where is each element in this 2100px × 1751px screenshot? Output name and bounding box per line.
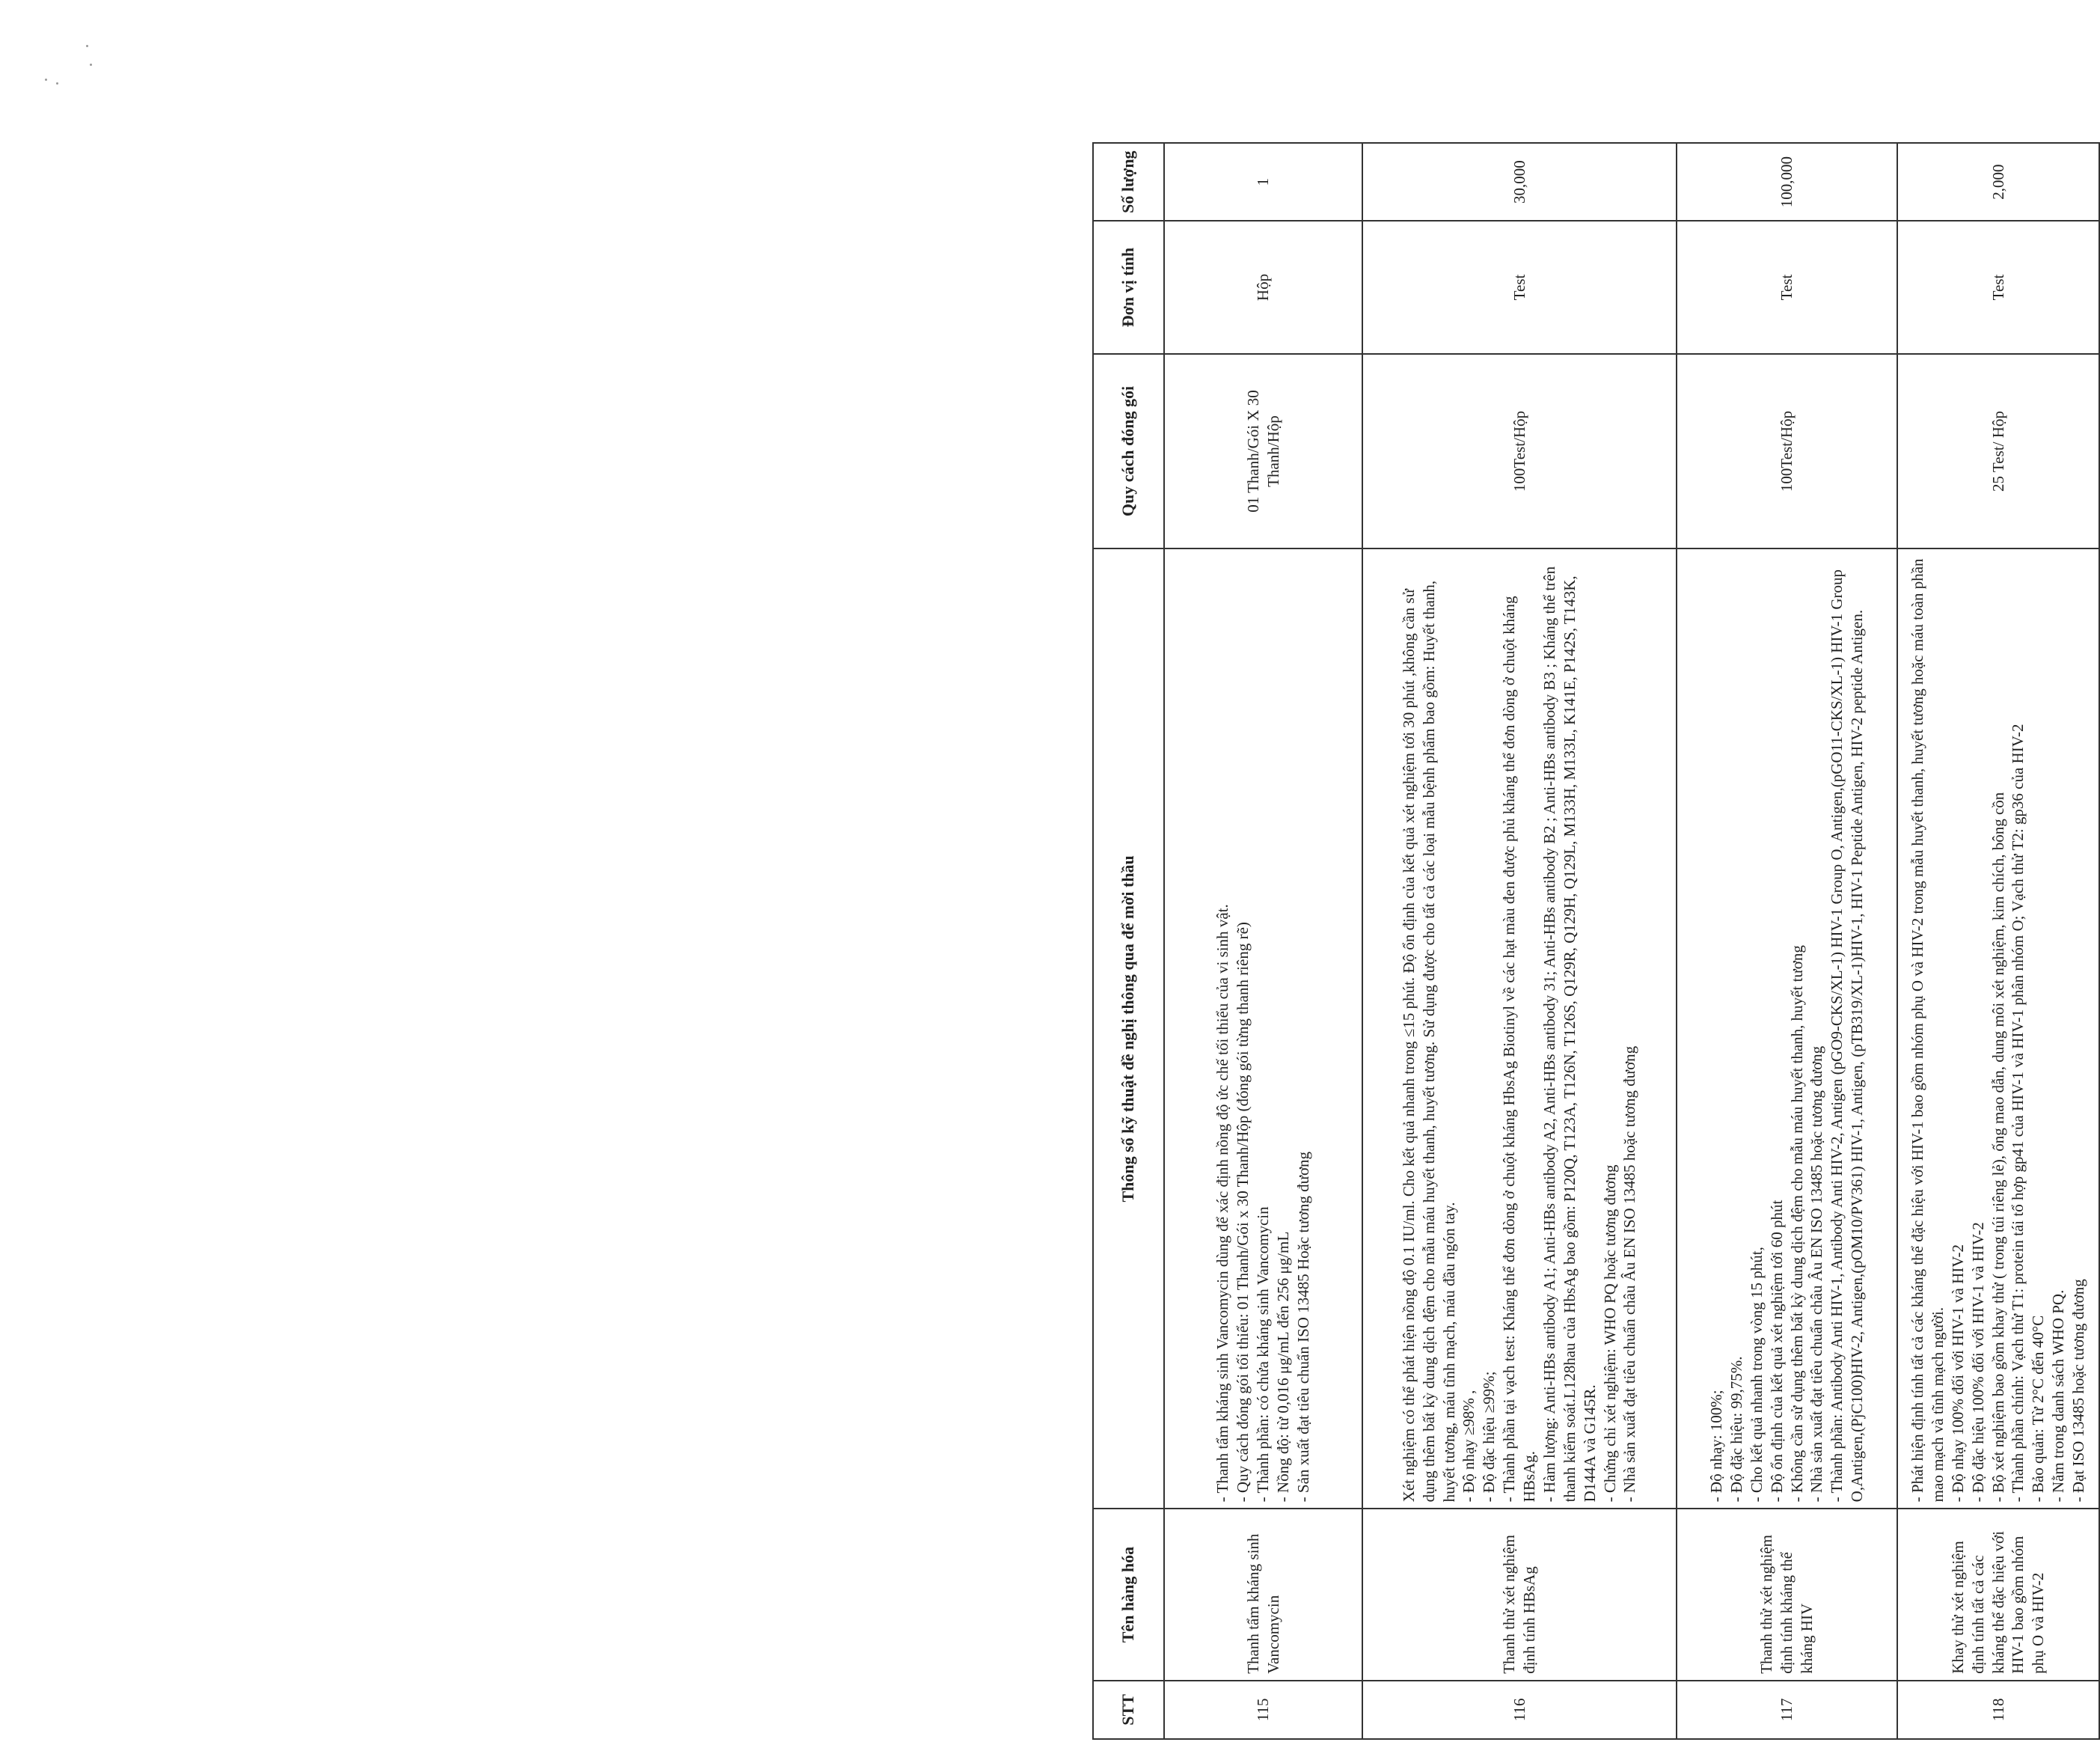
scan-specks: [45, 45, 105, 90]
table-row: [1164, 143, 1362, 1739]
tender-table: [1092, 142, 2100, 1740]
cell-stt: 117: [1677, 1681, 1897, 1739]
spec-line: - Nồng độ: từ 0,016 μg/mL đến 256 μg/mL: [1273, 1231, 1292, 1503]
rotated-page: [1092, 142, 2088, 1740]
cell-spec: [1677, 548, 1897, 1509]
header-unit: Đơn vị tính: [1093, 221, 1164, 353]
spec-line: - Nằm trong danh sách WHO PQ.: [2049, 1289, 2068, 1503]
spec-line: - Quy cách đóng gói tối thiểu: 01 Thanh/Gói x 30 Thanh/Hộp (đóng gói từng thanh riêng rẽ): [1234, 922, 1252, 1503]
spec-line: Xét nghiệm có thể phát hiện nồng độ 0.1 IU/ml. Cho kết quả nhanh trong ≤15 phút. Độ ổn định của kết quả xét nghiệm tới 30 phút ,không cần sử dụng thêm bất kỳ dung dịch đệm cho mẫu máu huyết thanh, huyết tương. Sử dụng được cho tất cả các loại mẫu bệnh phẩm bao gồm: Huyết thanh, huyết tương, máu tĩnh mạch, máu đầu ngón tay.: [1399, 580, 1458, 1503]
spec-line: - Thanh tẩm kháng sinh Vancomycin dùng để xác định nồng độ ức chế tối thiểu của vi sinh vật.: [1213, 904, 1232, 1503]
header-stt: STT: [1093, 1681, 1164, 1739]
spec-line: - Độ đặc hiệu 100% đối với HIV-1 và HIV-2: [1968, 1222, 1987, 1503]
cell-name: Khay thử xét nghiệm định tính tất cả các kháng thể đặc hiệu với HIV-1 bao gồm nhóm phụ O và HIV-2: [1897, 1509, 2099, 1680]
header-qty: Số lượng: [1093, 143, 1164, 221]
table-row: [1362, 143, 1677, 1739]
header-name: Tên hàng hóa: [1093, 1509, 1164, 1680]
spec-line: - Độ đặc hiệu ≥99%;: [1480, 1371, 1499, 1503]
table-row: [1897, 143, 2099, 1739]
spec-line: - Độ nhạy: 100%;: [1707, 1390, 1725, 1503]
cell-name: Thanh thử xét nghiệm định tính HBsAg: [1362, 1509, 1677, 1680]
spec-line: - Chứng chỉ xét nghiệm: WHO PQ hoặc tương đương: [1600, 1164, 1619, 1503]
spec-line: - Thành phần chính: Vạch thử T1: protein tái tổ hợp gp41 của HIV-1 và HIV-1 phân nhóm O; Vạch thử T2: gp36 của HIV-2: [2009, 724, 2027, 1503]
spec-line: - Không cần sử dụng thêm bất kỳ dung dịch đệm cho mẫu máu huyết thanh, huyết tương: [1787, 945, 1806, 1503]
cell-stt: 115: [1164, 1681, 1362, 1739]
cell-stt: 116: [1362, 1681, 1677, 1739]
cell-qty: 2,000: [1897, 143, 2099, 221]
cell-name: Thanh tẩm kháng sinh Vancomycin: [1164, 1509, 1362, 1680]
spec-line: - Độ ổn định của kết quả xét nghiệm tới 60 phút: [1767, 1200, 1786, 1503]
spec-line: - Độ đặc hiệu: 99,75%.: [1727, 1356, 1745, 1503]
cell-unit: Hộp: [1164, 221, 1362, 353]
spec-line: - Bảo quản: Từ 2°C đến 40°C: [2029, 1315, 2048, 1503]
spec-line: - Cho kết quả nhanh trong vòng 15 phút,: [1747, 1247, 1766, 1503]
cell-spec: [1897, 548, 2099, 1509]
spec-line: - Đạt ISO 13485 hoặc tương đương: [2069, 1279, 2088, 1503]
cell-spec: [1164, 548, 1362, 1509]
spec-line: - Thành phần: Antibody Anti HIV-1, Antibody Anti HIV-2, Antigen (pGO9-CKS/XL-1) HIV-1 Group O, Antigen,(pGO11-CKS/XL-1) HIV-1 Group O,Antigen,(PjC100)HIV-2, Antigen,(pOM10/PV361) HIV-1, Antigen, (pTB319/XL-1)HIV-1, HIV-1 Peptide Antigen, HIV-2 peptide Antigen.: [1828, 569, 1867, 1503]
cell-unit: Test: [1677, 221, 1897, 353]
spec-line: - Phát hiện định tính tất cả các kháng thể đặc hiệu với HIV-1 bao gồm nhóm phụ O và HIV-2 trong mẫu huyết thanh, huyết tương hoặc máu toàn phần mao mạch và tĩnh mạch người.: [1908, 558, 1947, 1503]
cell-name: Thanh thử xét nghiệm định tính kháng thể kháng HIV: [1677, 1509, 1897, 1680]
spec-line: - Bộ xét nghiệm bao gồm khay thử ( trong túi riêng lẻ), ống mao dẫn, dung môi xét nghiệm, kim chích, bông cồn: [1989, 792, 2007, 1503]
table-header-row: [1093, 143, 1164, 1739]
cell-unit: Test: [1897, 221, 2099, 353]
header-pack: Quy cách đóng gói: [1093, 354, 1164, 549]
cell-pack: 25 Test/ Hộp: [1897, 354, 2099, 549]
cell-pack: 100Test/Hộp: [1677, 354, 1897, 549]
spec-line: - Nhà sản xuất đạt tiêu chuẩn châu Âu EN ISO 13485 hoặc tương đương: [1620, 1045, 1639, 1503]
spec-line: - Hàm lượng: Anti-HBs antibody A1; Anti-HBs antibody A2, Anti-HBs antibody 31; Anti-HBs antibody B2 ; Anti-HBs antibody B3 ; Kháng thể trên thanh kiểm soát.L128hau của HbsAg bao gồm: P120Q, T123A, T126N, T126S, Q129R, Q129H, Q129L, M133H, M133L, K141E, P142S, T143K, D144A và G145R.: [1540, 566, 1599, 1503]
cell-unit: Test: [1362, 221, 1677, 353]
cell-stt: 118: [1897, 1681, 2099, 1739]
header-spec: Thông số kỹ thuật đề nghị thông qua để mời thầu: [1093, 548, 1164, 1509]
spec-line: - Sản xuất đạt tiêu chuẩn ISO 13485 Hoặc tương đương: [1294, 1151, 1312, 1503]
cell-qty: 100,000: [1677, 143, 1897, 221]
cell-spec: [1362, 548, 1677, 1509]
cell-qty: 30,000: [1362, 143, 1677, 221]
cell-pack: 100Test/Hộp: [1362, 354, 1677, 549]
spec-line: - Độ nhạy ≥98% ,: [1460, 1390, 1478, 1503]
cell-pack: 01 Thanh/Gói X 30 Thanh/Hộp: [1164, 354, 1362, 549]
spec-line: - Thành phần: có chứa kháng sinh Vancomycin: [1254, 1206, 1273, 1503]
cell-qty: 1: [1164, 143, 1362, 221]
spec-line: - Nhà sản xuất đạt tiêu chuẩn châu Âu EN ISO 13485 hoặc tương đương: [1807, 1045, 1826, 1503]
spec-line: - Độ nhạy 100% đối với HIV-1 và HIV-2: [1948, 1244, 1967, 1503]
spec-line: - Thành phần tại vạch test: Kháng thể đơn dòng ở chuột kháng HbsAg Biotinyl về các hạt màu đen được phủ kháng thể đơn dòng ở chuột kháng HBsAg.: [1500, 596, 1538, 1503]
table-row: [1677, 143, 1897, 1739]
